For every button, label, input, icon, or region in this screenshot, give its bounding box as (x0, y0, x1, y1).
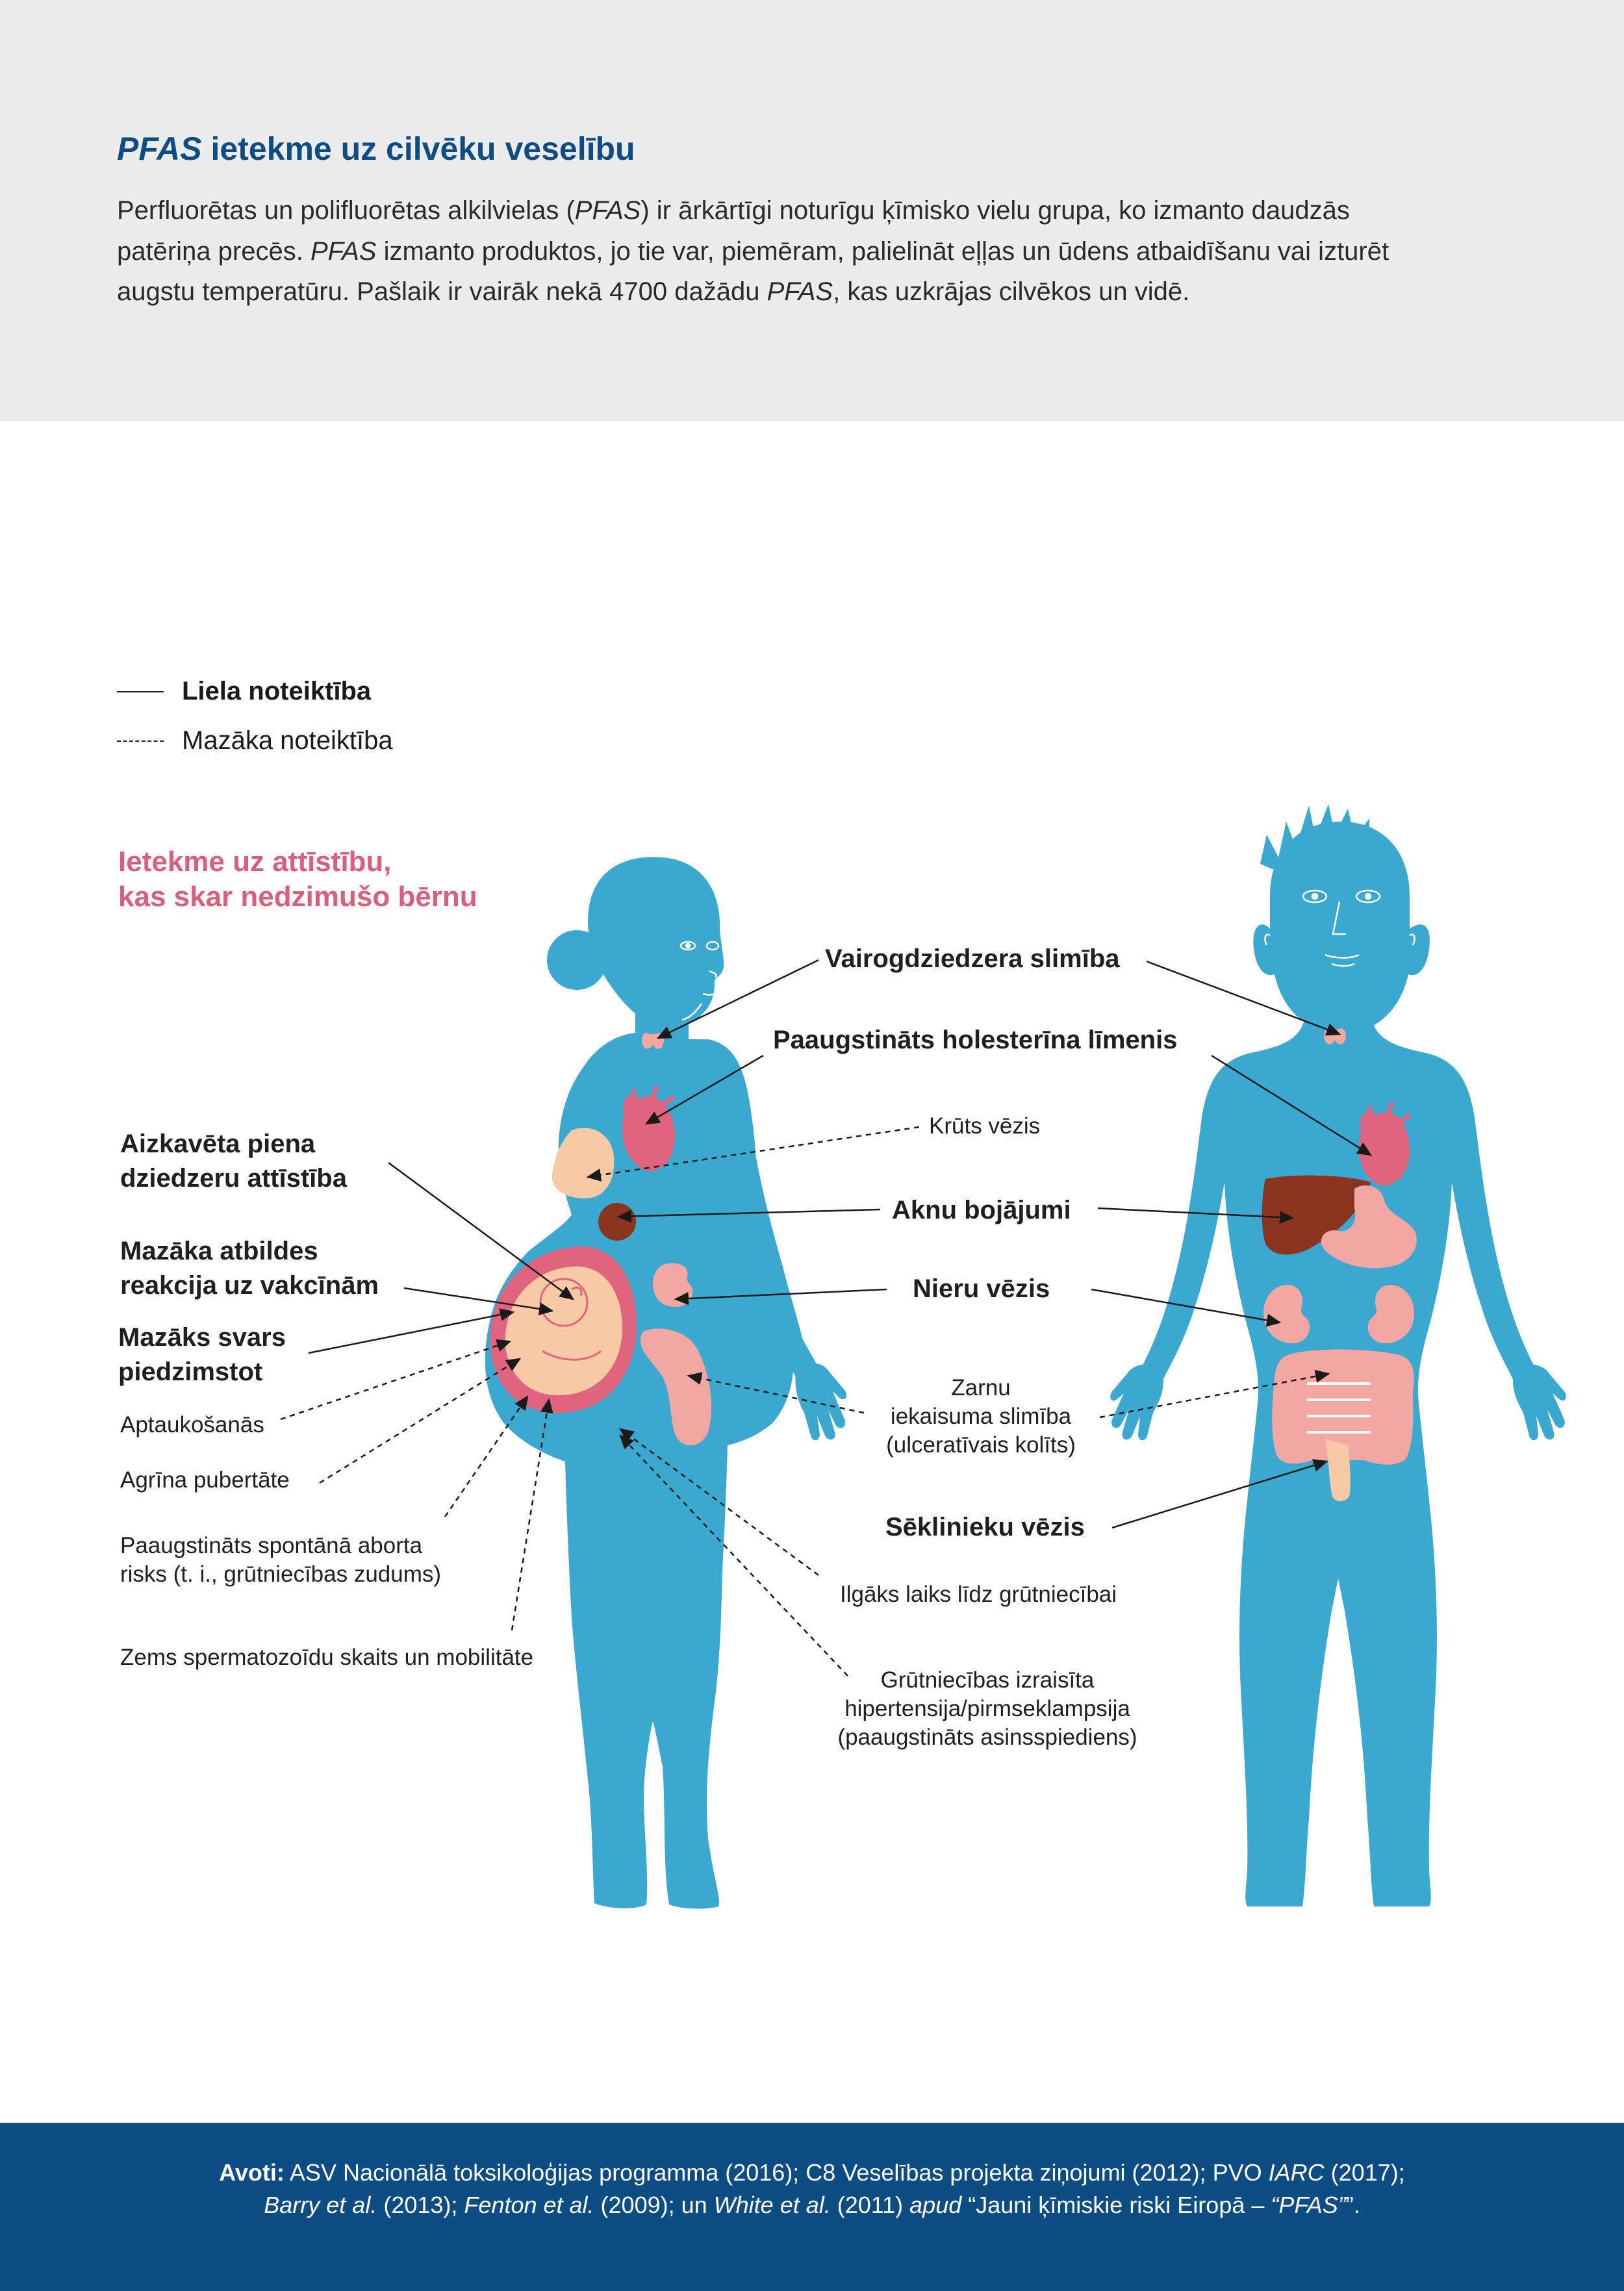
label-hypertension-3: (paaugstināts asinsspiediens) (837, 1725, 1137, 1750)
sources-line1 (0, 2157, 1624, 2189)
intro-segment: , kas uzkrājas cilvēkos un vidē. (833, 277, 1190, 306)
sources-line1-segment: (2017); (1324, 2159, 1405, 2186)
label-birthweight-1: Mazāks svars (118, 1323, 286, 1352)
sources-line2-segment: “Jauni ķīmiskie riski Eiropā – (961, 2192, 1271, 2218)
label-birthweight-2: piedzimstot (118, 1358, 263, 1386)
label-breast-cancer: Krūts vēzis (929, 1113, 1041, 1139)
intro-segment: Perfluorētas un polifluorētas alkilvielas ( (117, 196, 575, 225)
sources-line2-segment: Barry et al. (264, 2192, 377, 2218)
intro-segment: PFAS (574, 196, 641, 225)
development-heading-line1: Ietekme uz attīstību, (118, 846, 392, 878)
label-miscarriage-2: risks (t. i., grūtniecības zudums) (120, 1562, 442, 1587)
title-abbr: PFAS (117, 131, 202, 167)
label-thyroid: Vairogdziedzera slimība (825, 944, 1120, 973)
sources-line1-segment: Avoti: (219, 2159, 285, 2186)
leader-obesity (281, 1341, 510, 1419)
label-miscarriage-1: Paaugstināts spontānā aborta (120, 1533, 423, 1558)
intro-segment: PFAS (310, 236, 377, 266)
sources-line2-segment: apud (909, 2192, 962, 2218)
development-heading-line2: kas skar nedzimušo bērnu (118, 881, 477, 913)
label-bowel-3: (ulceratīvais kolīts) (886, 1432, 1076, 1458)
title-rest: ietekme uz cilvēku veselību (201, 131, 635, 167)
label-bowel (870, 1374, 1091, 1460)
sources-line2-segment: Fenton et al. (464, 2192, 594, 2218)
label-miscarriage (120, 1532, 441, 1589)
woman-liver-icon (598, 1203, 636, 1241)
label-mammary-1: Aizkavēta piena (120, 1130, 316, 1158)
label-cholesterol: Paaugstināts holesterīna līmenis (773, 1026, 1178, 1054)
leader-birthweight (309, 1312, 513, 1353)
sources-line2 (0, 2189, 1624, 2221)
legend-solid-label: Liela noteiktība (182, 677, 372, 705)
intro-segment: PFAS (767, 277, 833, 306)
label-kidney: Nieru vēzis (913, 1274, 1050, 1303)
label-hypertension-2: hipertensija/pirmseklampsija (844, 1696, 1130, 1721)
label-hypertension-1: Grūtniecības izraisīta (880, 1667, 1095, 1693)
label-testicular: Sēklinieku vēzis (885, 1513, 1085, 1541)
intro-segment: ) ir ārkārtīgi noturīgu ķīmisko vielu grupa, ko izmanto daudzās patēriņa precēs. (117, 196, 1350, 266)
woman-kidney-icon (653, 1263, 692, 1307)
sources-line2-segment: (2011) (830, 2192, 910, 2218)
leader-mammary (388, 1163, 573, 1299)
sources-line2-segment: “PFAS” (1271, 2192, 1346, 2218)
label-vaccine (120, 1234, 379, 1303)
label-puberty: Agrīna pubertāte (120, 1467, 290, 1493)
label-sperm: Zems spermatozoīdu skaits un mobilitāte (120, 1645, 534, 1670)
label-bowel-1: Zarnu (951, 1375, 1011, 1400)
label-bowel-2: iekaisuma slimība (890, 1404, 1072, 1429)
label-mammary-2: dziedzeru attīstība (120, 1164, 347, 1193)
legend-dashed-label: Mazāka noteiktība (182, 726, 393, 755)
label-obesity: Aptaukošanās (120, 1412, 264, 1437)
label-mammary (120, 1127, 347, 1196)
sources-line2-segment: White et al. (713, 2192, 831, 2218)
label-vaccine-2: reakcija uz vakcīnām (120, 1271, 379, 1300)
sources-line2-segment: (2009); un (594, 2192, 714, 2218)
label-fertility: Ilgāks laiks līdz grūtniecībai (840, 1582, 1117, 1607)
sources-line2-segment: (2013); (377, 2192, 464, 2218)
development-heading (118, 844, 477, 915)
label-birthweight (118, 1321, 286, 1389)
sources-line1-segment: ASV Nacionālā toksikoloģijas programma (2016); C8 Veselības projekta ziņojumi (2012); PVO (284, 2159, 1269, 2186)
label-hypertension (815, 1666, 1160, 1752)
sources-text (0, 2157, 1624, 2221)
sources-line1-segment: IARC (1268, 2159, 1325, 2186)
label-liver: Aknu bojājumi (892, 1196, 1071, 1224)
label-vaccine-1: Mazāka atbildes (120, 1237, 318, 1265)
intro-segment: izmanto produktos, jo tie var, piemēram, palielināt eļļas un ūdens atbaidīšanu vai izturēt augstu temperatūru. Pašlaik ir vairāk nekā 4700 dažādu (117, 236, 1389, 306)
sources-line2-segment: ”. (1345, 2192, 1360, 2218)
